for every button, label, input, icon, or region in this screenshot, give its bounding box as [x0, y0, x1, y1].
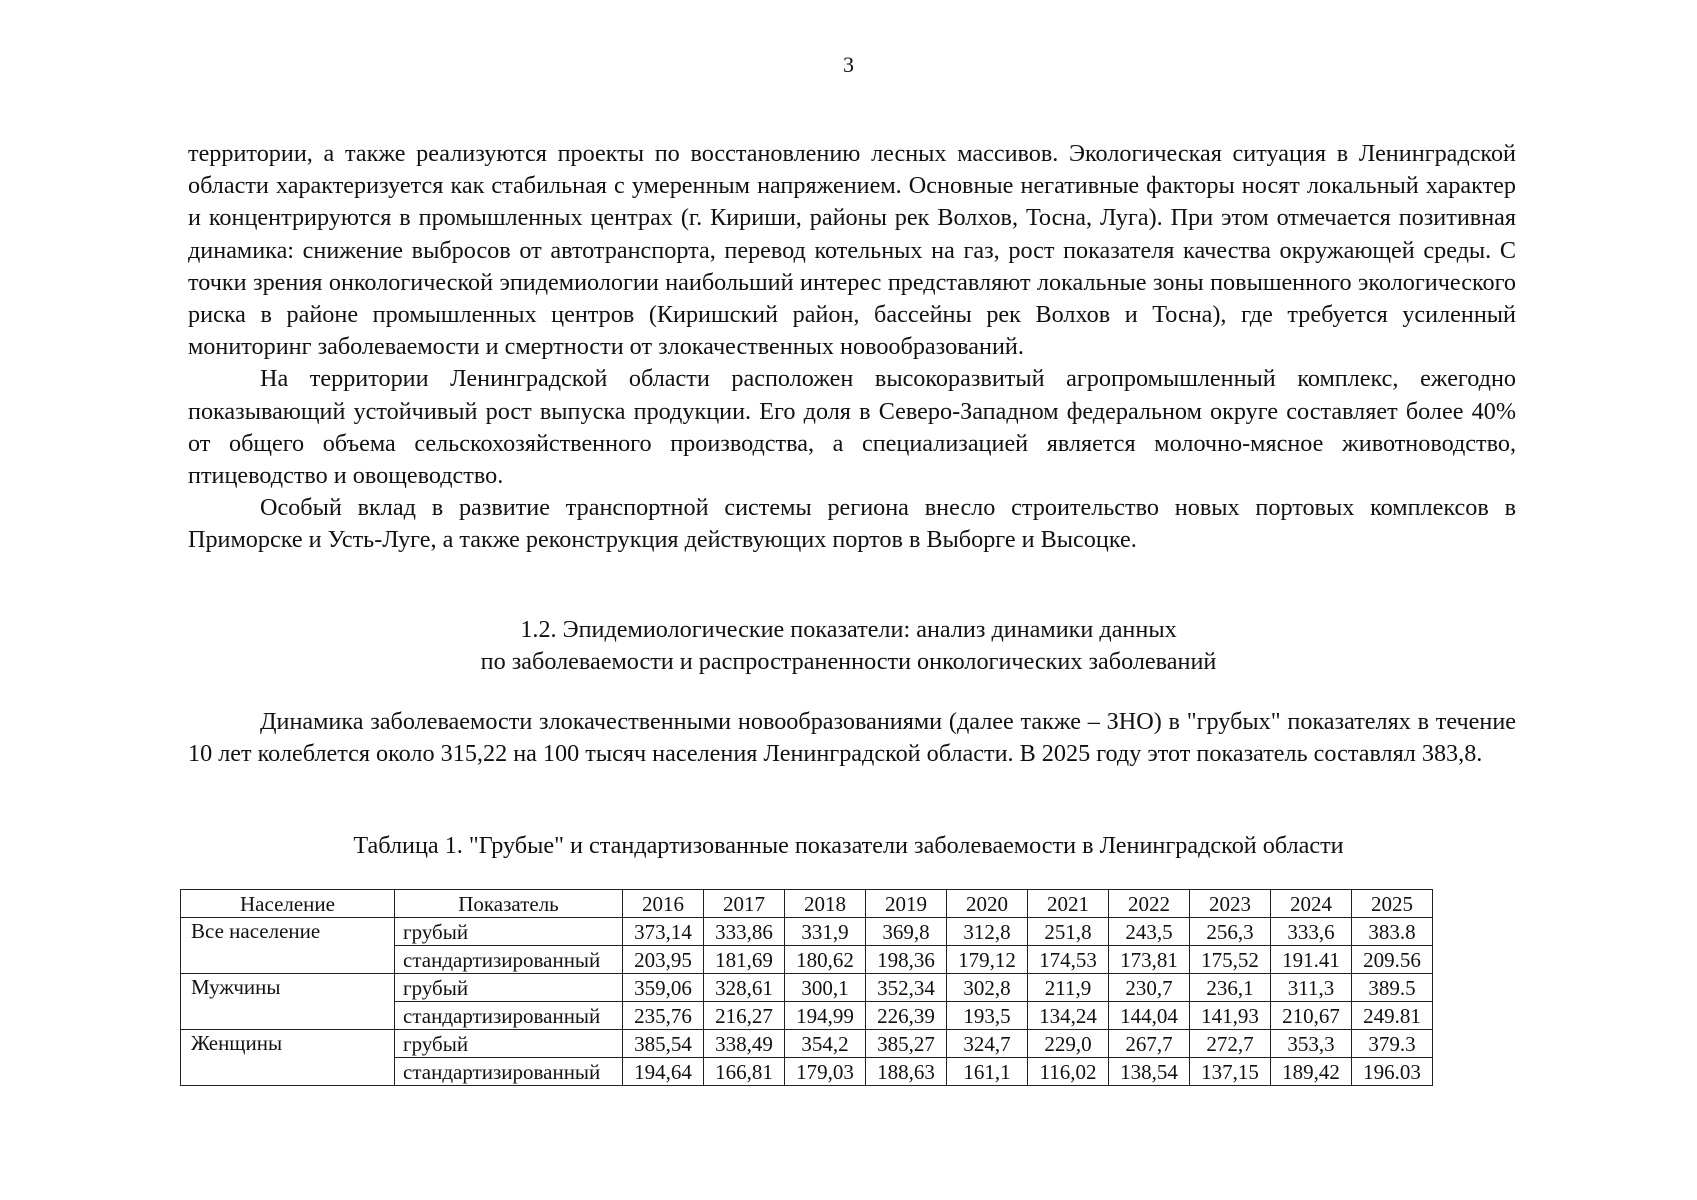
value-cell: 353,3 [1271, 1030, 1352, 1058]
value-cell: 226,39 [866, 1002, 947, 1030]
value-cell: 249.81 [1352, 1002, 1433, 1030]
value-cell: 235,76 [623, 1002, 704, 1030]
value-cell: 333,86 [704, 918, 785, 946]
section-heading-line: 1.2. Эпидемиологические показатели: анализ динамики данных [520, 616, 1177, 643]
paragraph: На территории Ленинградской области расположен высокоразвитый агропромышленный комплекс, ежегодно показывающий устойчивый рост выпуска продукции. Его доля в Северо-Западном федеральном округе составляет более 40% от общего объема сельскохозяйственного производства, а специализацией является молочно-мясное животноводство, птицеводство и овощеводство. [188, 365, 1516, 490]
value-cell: 210,67 [1271, 1002, 1352, 1030]
value-cell: 166,81 [704, 1058, 785, 1086]
value-cell: 229,0 [1028, 1030, 1109, 1058]
value-cell: 379.3 [1352, 1030, 1433, 1058]
indicator-cell: грубый [395, 1030, 623, 1058]
intro-text [188, 706, 1516, 769]
table-row [181, 918, 1433, 946]
value-cell: 300,1 [785, 974, 866, 1002]
value-cell: 338,49 [704, 1030, 785, 1058]
value-cell: 333,6 [1271, 918, 1352, 946]
table-header-row [181, 890, 1433, 918]
section-heading-line: по заболеваемости и распространенности онкологических заболеваний [480, 648, 1217, 675]
value-cell: 251,8 [1028, 918, 1109, 946]
value-cell: 369,8 [866, 918, 947, 946]
column-header-year: 2018 [785, 890, 866, 918]
population-cell: Мужчины [181, 974, 395, 1030]
table-caption: Таблица 1. "Грубые" и стандартизованные показатели заболеваемости в Ленинградской области [353, 832, 1344, 859]
column-header-year: 2021 [1028, 890, 1109, 918]
value-cell: 161,1 [947, 1058, 1028, 1086]
value-cell: 211,9 [1028, 974, 1109, 1002]
value-cell: 189,42 [1271, 1058, 1352, 1086]
paragraph: Динамика заболеваемости злокачественными новообразованиями (далее также – ЗНО) в "грубых" показателях в течение 10 лет колеблется около 315,22 на 100 тысяч населения Ленинградской области. В 2025 году этот показатель составлял 383,8. [188, 708, 1516, 767]
value-cell: 188,63 [866, 1058, 947, 1086]
column-header-year: 2017 [704, 890, 785, 918]
population-cell: Женщины [181, 1030, 395, 1086]
value-cell: 267,7 [1109, 1030, 1190, 1058]
paragraph: территории, а также реализуются проекты по восстановлению лесных массивов. Экологическая ситуация в Ленинградской области характеризуется как стабильная с умеренным напряжением. Основные негативные факторы носят локальный характер и концентрируются в промышленных центрах (г. Кириши, районы рек Волхов, Тосна, Луга). При этом отмечается позитивная динамика: снижение выбросов от автотранспорта, перевод котельных на газ, рост показателя качества окружающей среды. С точки зрения онкологической эпидемиологии наибольший интерес представляют локальные зоны повышенного экологического риска в районе промышленных центров (Киришский район, бассейны рек Волхов и Тосна), где требуется усиленный мониторинг заболеваемости и смертности от злокачественных новообразований. [188, 140, 1516, 361]
value-cell: 194,64 [623, 1058, 704, 1086]
value-cell: 194,99 [785, 1002, 866, 1030]
incidence-table [180, 889, 1433, 1086]
value-cell: 328,61 [704, 974, 785, 1002]
column-header-indicator: Показатель [395, 890, 623, 918]
value-cell: 385,54 [623, 1030, 704, 1058]
value-cell: 174,53 [1028, 946, 1109, 974]
value-cell: 311,3 [1271, 974, 1352, 1002]
value-cell: 383.8 [1352, 918, 1433, 946]
value-cell: 141,93 [1190, 1002, 1271, 1030]
value-cell: 116,02 [1028, 1058, 1109, 1086]
value-cell: 203,95 [623, 946, 704, 974]
value-cell: 331,9 [785, 918, 866, 946]
value-cell: 272,7 [1190, 1030, 1271, 1058]
value-cell: 302,8 [947, 974, 1028, 1002]
value-cell: 324,7 [947, 1030, 1028, 1058]
value-cell: 179,03 [785, 1058, 866, 1086]
column-header-year: 2024 [1271, 890, 1352, 918]
value-cell: 193,5 [947, 1002, 1028, 1030]
column-header-year: 2023 [1190, 890, 1271, 918]
value-cell: 144,04 [1109, 1002, 1190, 1030]
value-cell: 385,27 [866, 1030, 947, 1058]
body-text [188, 138, 1516, 557]
value-cell: 389.5 [1352, 974, 1433, 1002]
column-header-year: 2025 [1352, 890, 1433, 918]
value-cell: 209.56 [1352, 946, 1433, 974]
column-header-year: 2022 [1109, 890, 1190, 918]
value-cell: 175,52 [1190, 946, 1271, 974]
value-cell: 179,12 [947, 946, 1028, 974]
indicator-cell: стандартизированный [395, 1002, 623, 1030]
column-header-year: 2016 [623, 890, 704, 918]
table-row [181, 974, 1433, 1002]
value-cell: 230,7 [1109, 974, 1190, 1002]
column-header-population: Население [181, 890, 395, 918]
value-cell: 196.03 [1352, 1058, 1433, 1086]
value-cell: 359,06 [623, 974, 704, 1002]
value-cell: 180,62 [785, 946, 866, 974]
indicator-cell: стандартизированный [395, 946, 623, 974]
value-cell: 373,14 [623, 918, 704, 946]
value-cell: 173,81 [1109, 946, 1190, 974]
indicator-cell: стандартизированный [395, 1058, 623, 1086]
value-cell: 354,2 [785, 1030, 866, 1058]
column-header-year: 2019 [866, 890, 947, 918]
value-cell: 243,5 [1109, 918, 1190, 946]
value-cell: 312,8 [947, 918, 1028, 946]
value-cell: 138,54 [1109, 1058, 1190, 1086]
table-row [181, 1030, 1433, 1058]
section-heading [0, 614, 1697, 678]
column-header-year: 2020 [947, 890, 1028, 918]
value-cell: 256,3 [1190, 918, 1271, 946]
population-cell: Все население [181, 918, 395, 974]
value-cell: 216,27 [704, 1002, 785, 1030]
paragraph: Особый вклад в развитие транспортной системы региона внесло строительство новых портовых комплексов в Приморске и Усть-Луге, а также реконструкция действующих портов в Выборге и Высоцке. [188, 494, 1516, 554]
indicator-cell: грубый [395, 918, 623, 946]
value-cell: 236,1 [1190, 974, 1271, 1002]
page-number: 3 [843, 52, 854, 77]
value-cell: 181,69 [704, 946, 785, 974]
value-cell: 352,34 [866, 974, 947, 1002]
value-cell: 134,24 [1028, 1002, 1109, 1030]
value-cell: 191.41 [1271, 946, 1352, 974]
value-cell: 198,36 [866, 946, 947, 974]
value-cell: 137,15 [1190, 1058, 1271, 1086]
indicator-cell: грубый [395, 974, 623, 1002]
